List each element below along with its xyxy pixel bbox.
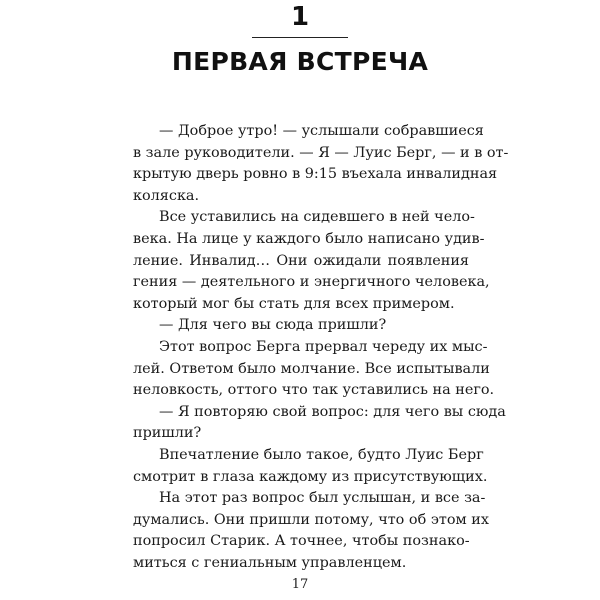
page-number: 17 bbox=[291, 577, 309, 592]
text-line: На этот раз вопрос был услышан, и все за- bbox=[159, 490, 486, 507]
text-line: ление. Инвалид… Они ожидали появления bbox=[133, 252, 469, 269]
chapter-divider bbox=[252, 37, 348, 38]
text-line: Этот вопрос Берга прервал череду их мыс- bbox=[159, 338, 488, 355]
text-line: крытую дверь ровно в 9:15 въехала инвалидная bbox=[133, 166, 498, 183]
text-line: Впечатление было такое, будто Луис Берг bbox=[159, 446, 484, 463]
text-line: который мог бы стать для всех примером. bbox=[133, 295, 455, 312]
chapter-title: ПЕРВАЯ ВСТРЕЧА bbox=[171, 47, 429, 76]
text-line: пришли? bbox=[133, 425, 202, 442]
text-line: гения — деятельного и энергичного человека, bbox=[133, 274, 490, 291]
text-line: — Я повторяю свой вопрос: для чего вы сюда bbox=[159, 403, 506, 420]
text-line: лей. Ответом было молчание. Все испытывали bbox=[133, 360, 490, 377]
text-line: попросил Старик. А точнее, чтобы познако- bbox=[133, 533, 470, 550]
text-line: Все уставились на сидевшего в ней чело- bbox=[159, 209, 475, 226]
text-line: смотрит в глаза каждому из присутствующих. bbox=[133, 468, 488, 485]
text-line: миться с гениальным управленцем. bbox=[133, 554, 407, 571]
text-line: — Доброе утро! — услышали собравшиеся bbox=[159, 123, 484, 139]
chapter-number: 1 bbox=[290, 2, 310, 32]
text-line: в зале руководители. — Я — Луис Берг, — и в от- bbox=[133, 144, 509, 161]
text-line: века. На лице у каждого было написано удив- bbox=[133, 230, 485, 247]
text-line: думались. Они пришли потому, что об этом их bbox=[133, 511, 489, 528]
body-text bbox=[133, 121, 509, 574]
text-line: неловкость, оттого что так уставились на него. bbox=[133, 382, 495, 399]
text-line: — Для чего вы сюда пришли? bbox=[159, 317, 387, 334]
text-line: коляска. bbox=[133, 187, 200, 204]
